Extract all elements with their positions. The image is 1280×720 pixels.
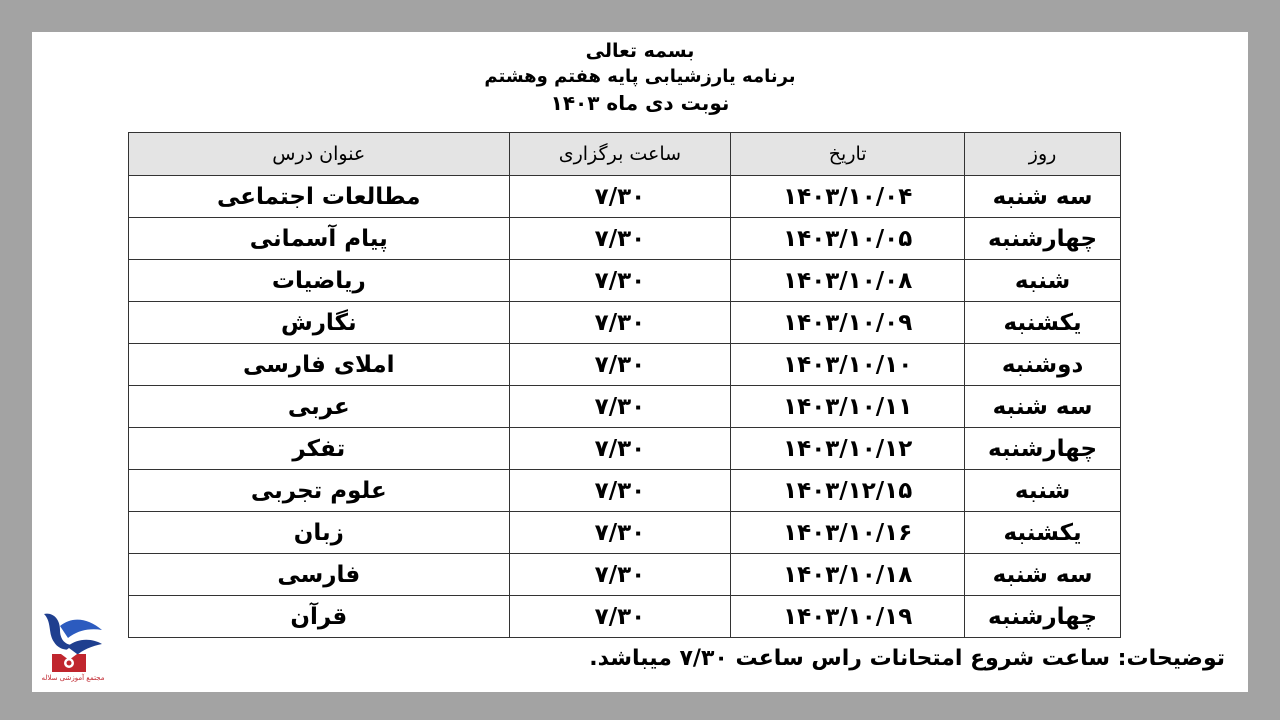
cell-course: علوم تجربی bbox=[129, 470, 510, 512]
cell-time: ۷/۳۰ bbox=[509, 176, 731, 218]
cell-date: ۱۴۰۳/۱۰/۰۹ bbox=[731, 302, 965, 344]
table-row bbox=[129, 470, 1121, 512]
cell-date: ۱۴۰۳/۱۰/۱۰ bbox=[731, 344, 965, 386]
cell-date: ۱۴۰۳/۱۰/۰۸ bbox=[731, 260, 965, 302]
cell-time: ۷/۳۰ bbox=[509, 554, 731, 596]
column-header-day: روز bbox=[965, 133, 1121, 176]
cell-time: ۷/۳۰ bbox=[509, 428, 731, 470]
cell-course: عربی bbox=[129, 386, 510, 428]
cell-time: ۷/۳۰ bbox=[509, 596, 731, 638]
cell-day: چهارشنبه bbox=[965, 218, 1121, 260]
cell-course: نگارش bbox=[129, 302, 510, 344]
table-row bbox=[129, 218, 1121, 260]
table-row bbox=[129, 428, 1121, 470]
cell-time: ۷/۳۰ bbox=[509, 344, 731, 386]
cell-date: ۱۴۰۳/۱۰/۰۵ bbox=[731, 218, 965, 260]
cell-course: قرآن bbox=[129, 596, 510, 638]
cell-day: سه شنبه bbox=[965, 554, 1121, 596]
column-header-date: تاریخ bbox=[731, 133, 965, 176]
table-row bbox=[129, 344, 1121, 386]
cell-date: ۱۴۰۳/۱۰/۱۸ bbox=[731, 554, 965, 596]
cell-day: دوشنبه bbox=[965, 344, 1121, 386]
heading-bismillah: بسمه تعالی bbox=[585, 40, 695, 62]
table-row bbox=[129, 176, 1121, 218]
cell-time: ۷/۳۰ bbox=[509, 470, 731, 512]
table-row bbox=[129, 302, 1121, 344]
cell-day: چهارشنبه bbox=[965, 596, 1121, 638]
cell-day: یکشنبه bbox=[965, 512, 1121, 554]
cell-date: ۱۴۰۳/۱۰/۱۹ bbox=[731, 596, 965, 638]
cell-time: ۷/۳۰ bbox=[509, 302, 731, 344]
cell-day: سه شنبه bbox=[965, 176, 1121, 218]
cell-day: شنبه bbox=[965, 260, 1121, 302]
logo-caption: مجتمع آموزشی سلاله bbox=[41, 674, 105, 682]
cell-day: سه شنبه bbox=[965, 386, 1121, 428]
cell-date: ۱۴۰۳/۱۰/۱۲ bbox=[731, 428, 965, 470]
table-row bbox=[129, 386, 1121, 428]
cell-day: چهارشنبه bbox=[965, 428, 1121, 470]
cell-date: ۱۴۰۳/۱۲/۱۵ bbox=[731, 470, 965, 512]
table-row bbox=[129, 260, 1121, 302]
column-header-course: عنوان درس bbox=[129, 133, 510, 176]
cell-date: ۱۴۰۳/۱۰/۰۴ bbox=[731, 176, 965, 218]
cell-date: ۱۴۰۳/۱۰/۱۱ bbox=[731, 386, 965, 428]
cell-date: ۱۴۰۳/۱۰/۱۶ bbox=[731, 512, 965, 554]
table-row bbox=[129, 596, 1121, 638]
cell-course: املای فارسی bbox=[129, 344, 510, 386]
cell-course: تفکر bbox=[129, 428, 510, 470]
document-heading bbox=[0, 38, 1280, 116]
cell-time: ۷/۳۰ bbox=[509, 386, 731, 428]
cell-course: زبان bbox=[129, 512, 510, 554]
cell-course: فارسی bbox=[129, 554, 510, 596]
cell-time: ۷/۳۰ bbox=[509, 218, 731, 260]
table-row bbox=[129, 512, 1121, 554]
cell-time: ۷/۳۰ bbox=[509, 260, 731, 302]
footer-note: توضیحات: ساعت شروع امتحانات راس ساعت ۷/۳۰ میباشد. bbox=[589, 646, 1225, 671]
table-header-row bbox=[129, 133, 1121, 176]
cell-day: یکشنبه bbox=[965, 302, 1121, 344]
cell-course: ریاضیات bbox=[129, 260, 510, 302]
heading-title: برنامه یارزشیابی پایه هفتم وهشتم bbox=[484, 66, 796, 87]
cell-course: پیام آسمانی bbox=[129, 218, 510, 260]
cell-day: شنبه bbox=[965, 470, 1121, 512]
table-row bbox=[129, 554, 1121, 596]
heading-term: نوبت دی ماه ۱۴۰۳ bbox=[550, 91, 730, 115]
exam-schedule-table bbox=[128, 132, 1121, 638]
cell-time: ۷/۳۰ bbox=[509, 512, 731, 554]
column-header-time: ساعت برگزاری bbox=[509, 133, 731, 176]
cell-course: مطالعات اجتماعی bbox=[129, 176, 510, 218]
